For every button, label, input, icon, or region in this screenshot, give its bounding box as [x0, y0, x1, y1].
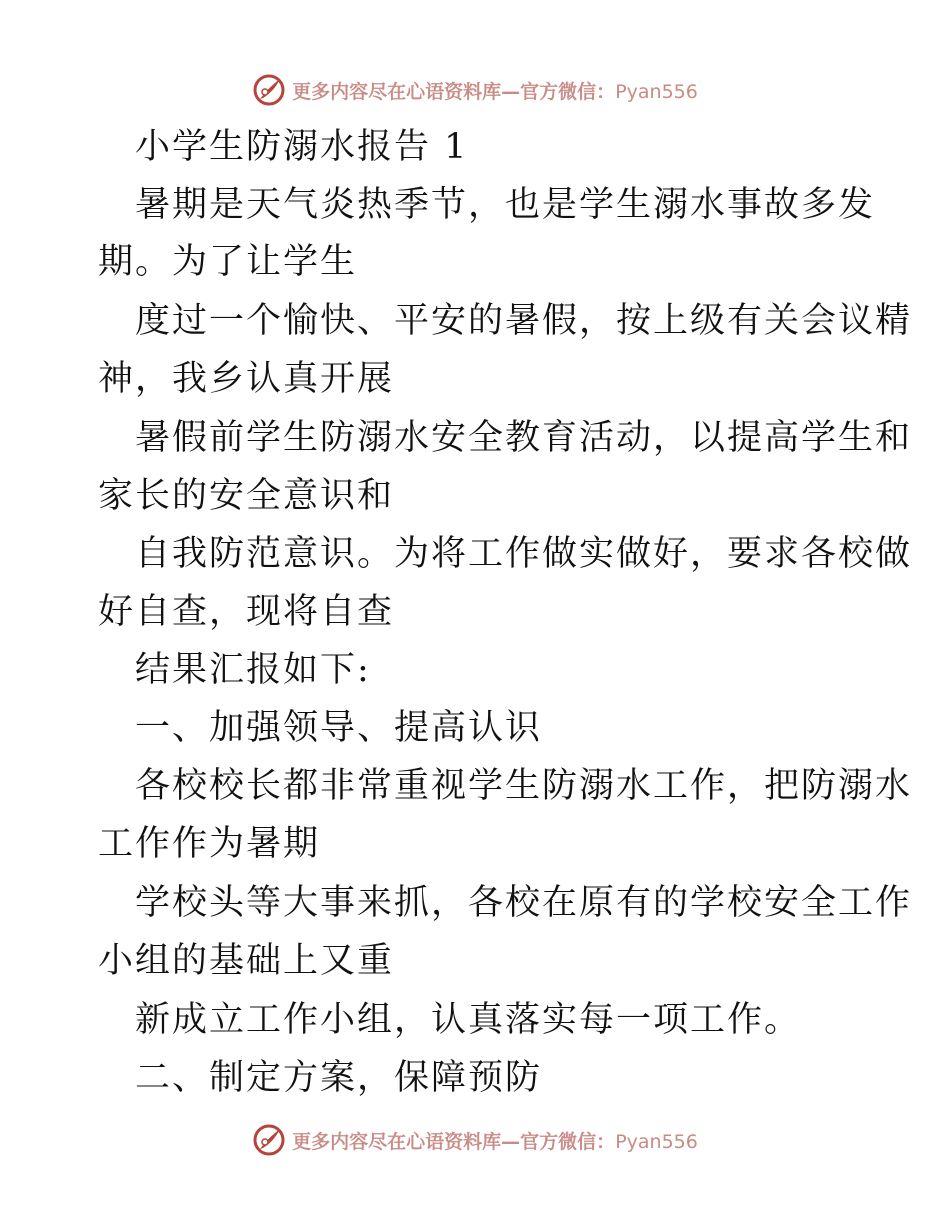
text-line: 家长的安全意识和 [98, 476, 395, 516]
text-line: 小组的基础上又重 [98, 941, 395, 981]
text-line: 暑期是天气炎热季节，也是学生溺水事故多发 [135, 185, 876, 225]
footer-watermark [0, 1120, 950, 1160]
text-line: 学校头等大事来抓，各校在原有的学校安全工作 [135, 883, 913, 923]
watermark-text [292, 77, 698, 104]
watermark-dash: — [501, 80, 521, 103]
section-heading: 二、制定方案，保障预防 [135, 1058, 543, 1098]
watermark-wechat-label: 官方微信： [520, 1130, 616, 1153]
watermark-wechat-label: 官方微信： [520, 80, 616, 103]
watermark-wechat-id: Pyan556 [615, 1130, 698, 1153]
text-line: 度过一个愉快、平安的暑假，按上级有关会议精 [135, 301, 913, 341]
text-line: 新成立工作小组，认真落实每一项工作。 [135, 1000, 802, 1040]
watermark-dash: — [501, 1130, 521, 1153]
document-title: 小学生防溺水报告 1 [135, 127, 469, 167]
text-line: 神，我乡认真开展 [98, 359, 395, 399]
feather-pen-logo-icon [252, 73, 286, 107]
watermark-text [292, 1127, 698, 1154]
watermark-wechat-id: Pyan556 [615, 80, 698, 103]
text-line: 各校校长都非常重视学生防溺水工作，把防溺水 [135, 766, 913, 806]
watermark-main: 更多内容尽在心语资料库 [292, 80, 502, 103]
text-line: 期。为了让学生 [98, 242, 358, 282]
feather-pen-logo-icon [252, 1123, 286, 1157]
text-line: 好自查，现将自查 [98, 592, 395, 632]
section-heading: 一、加强领导、提高认识 [135, 708, 543, 748]
text-line: 工作作为暑期 [98, 824, 321, 864]
watermark-main: 更多内容尽在心语资料库 [292, 1130, 502, 1153]
text-line: 自我防范意识。为将工作做实做好，要求各校做 [135, 534, 913, 574]
text-line: 结果汇报如下: [135, 650, 371, 690]
header-watermark [0, 70, 950, 110]
text-line: 暑假前学生防溺水安全教育活动，以提高学生和 [135, 418, 913, 458]
